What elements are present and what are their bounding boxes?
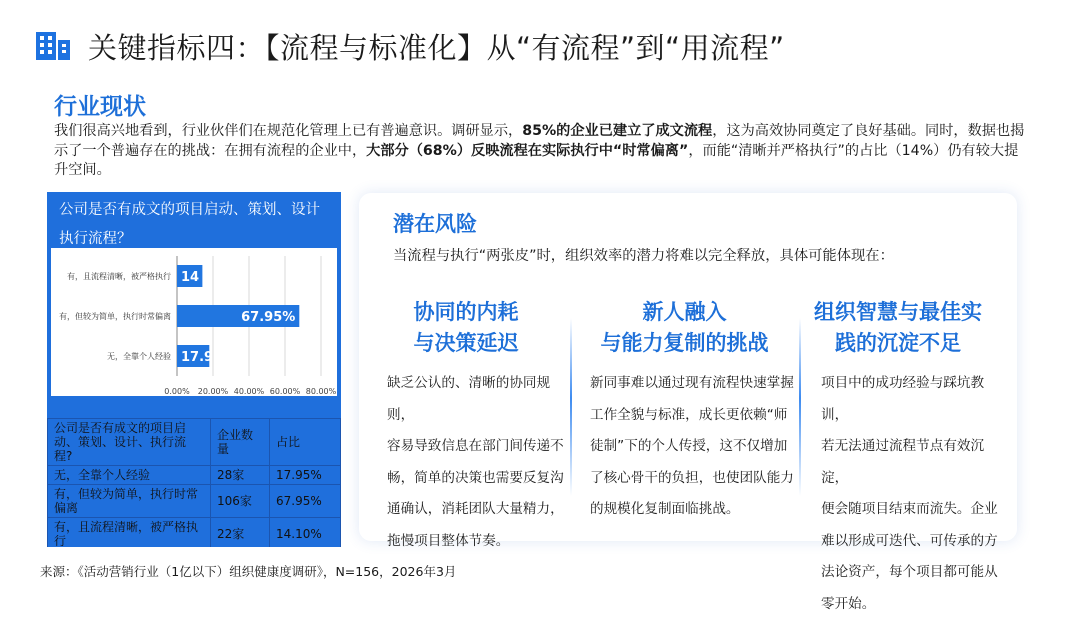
table-header-cell: 占比 [270, 419, 341, 466]
table-row [48, 466, 341, 485]
risk-column-title-line: 协同的内耗 [381, 297, 551, 328]
table-cell: 无，全靠个人经验 [48, 466, 211, 485]
source-note: 来源：《活动营销行业（1亿以下）组织健康度调研》，N=156，2026年3月 [40, 562, 456, 580]
table-header-cell: 企业数量 [211, 419, 270, 466]
intro-highlight-1: 85%的企业已建立了成文流程 [522, 123, 712, 139]
body-line: 缺乏公认的、清晰的协同规则， [387, 368, 572, 431]
chart-question [59, 196, 341, 254]
table-cell: 有，但较为简单，执行时常偏离 [48, 485, 211, 518]
chart-category-label: 有，且流程清晰，被严格执行 [67, 271, 171, 282]
chart-x-tick-label: 0.00% [164, 387, 190, 396]
body-line: 通确认，消耗团队大量精力， [387, 494, 572, 526]
risk-column-body-3 [821, 368, 1011, 620]
risk-column-title-line: 与能力复制的挑战 [582, 328, 787, 359]
table-cell: 28家 [211, 466, 270, 485]
page-title: 关键指标四：【流程与标准化】从“有流程”到“用流程” [88, 26, 785, 67]
table-cell: 22家 [211, 518, 270, 548]
chart-x-tick-label: 20.00% [198, 387, 229, 396]
risk-column-title-2 [582, 297, 787, 359]
risk-column-title-3 [798, 297, 998, 359]
intro-text-3: ，而能“清晰并严格执行”的占比（14%）仍有较大提升空间。 [54, 143, 1018, 179]
chart-data-label: 17.95% [181, 350, 235, 365]
risk-description: 当流程与执行“两张皮”时，组织效率的潜力将难以完全释放，具体可能体现在： [393, 245, 894, 265]
chart-x-tick-label: 60.00% [270, 387, 301, 396]
table-cell: 17.95% [270, 466, 341, 485]
intro-paragraph [54, 122, 1029, 181]
risk-heading: 潜在风险 [393, 208, 477, 238]
table-header-row [48, 419, 341, 466]
body-line: 拖慢项目整体节奏。 [387, 526, 572, 558]
body-line: 便会随项目结束而流失。企业 [821, 494, 1011, 526]
survey-chart-panel [47, 192, 341, 547]
table-cell: 106家 [211, 485, 270, 518]
risk-column-title-line: 与决策延迟 [381, 328, 551, 359]
chart-question-line-2: 执行流程？ [59, 225, 341, 254]
chart-category-label: 无，全靠个人经验 [107, 351, 171, 362]
body-line: 的规模化复制面临挑战。 [590, 494, 800, 526]
intro-text-1: 我们很高兴地看到，行业伙伴们在规范化管理上已有普遍意识。调研显示， [54, 123, 522, 139]
body-line: 畅，简单的决策也需要反复沟 [387, 463, 572, 495]
body-line: 零开始。 [821, 589, 1011, 620]
table-row [48, 518, 341, 548]
body-line: 徒制”下的个人传授，这不仅增加 [590, 431, 800, 463]
table-cell: 14.10% [270, 518, 341, 548]
table-row [48, 485, 341, 518]
building-icon [34, 30, 72, 62]
table-cell: 67.95% [270, 485, 341, 518]
chart-data-label: 67.95% [241, 310, 295, 325]
chart-category-label: 有，但较为简单，执行时常偏离 [59, 311, 171, 322]
body-line: 了核心骨干的负担，也使团队能力 [590, 463, 800, 495]
chart-question-line-1: 公司是否有成文的项目启动、策划、设计 [59, 196, 341, 225]
intro-highlight-2: 大部分（68%）反映流程在实际执行中“时常偏离” [366, 143, 688, 159]
body-line: 项目中的成功经验与踩坑教训， [821, 368, 1011, 431]
risk-column-title-line: 组织智慧与最佳实 [798, 297, 998, 328]
chart-x-tick-label: 80.00% [306, 387, 337, 396]
table-cell: 有，且流程清晰，被严格执行 [48, 518, 211, 548]
body-line: 若无法通过流程节点有效沉淀， [821, 431, 1011, 494]
body-line: 工作全貌与标准，成长更依赖“师 [590, 400, 800, 432]
risk-column-title-1 [381, 297, 551, 359]
section-heading-industry: 行业现状 [54, 88, 146, 121]
risk-column-body-2 [590, 368, 800, 526]
body-line: 难以形成可迭代、可传承的方 [821, 526, 1011, 558]
body-line: 新同事难以通过现有流程快速掌握 [590, 368, 800, 400]
intro-text-2: ，这为高效协同奠定了良好基础。同时，数据也揭示了一个普遍存在的挑战：在拥有流程的企业中， [54, 123, 1024, 159]
body-line: 容易导致信息在部门间传递不 [387, 431, 572, 463]
chart-x-tick-label: 40.00% [234, 387, 265, 396]
chart-data-label: 14 [181, 270, 199, 285]
table-header-cell: 公司是否有成文的项目启动、策划、设计、执行流程? [48, 419, 211, 466]
risk-column-title-line: 新人融入 [582, 297, 787, 328]
risk-column-body-1 [387, 368, 572, 557]
body-line: 法论资产，每个项目都可能从 [821, 557, 1011, 589]
survey-table [47, 418, 341, 547]
risk-column-title-line: 践的沉淀不足 [798, 328, 998, 359]
